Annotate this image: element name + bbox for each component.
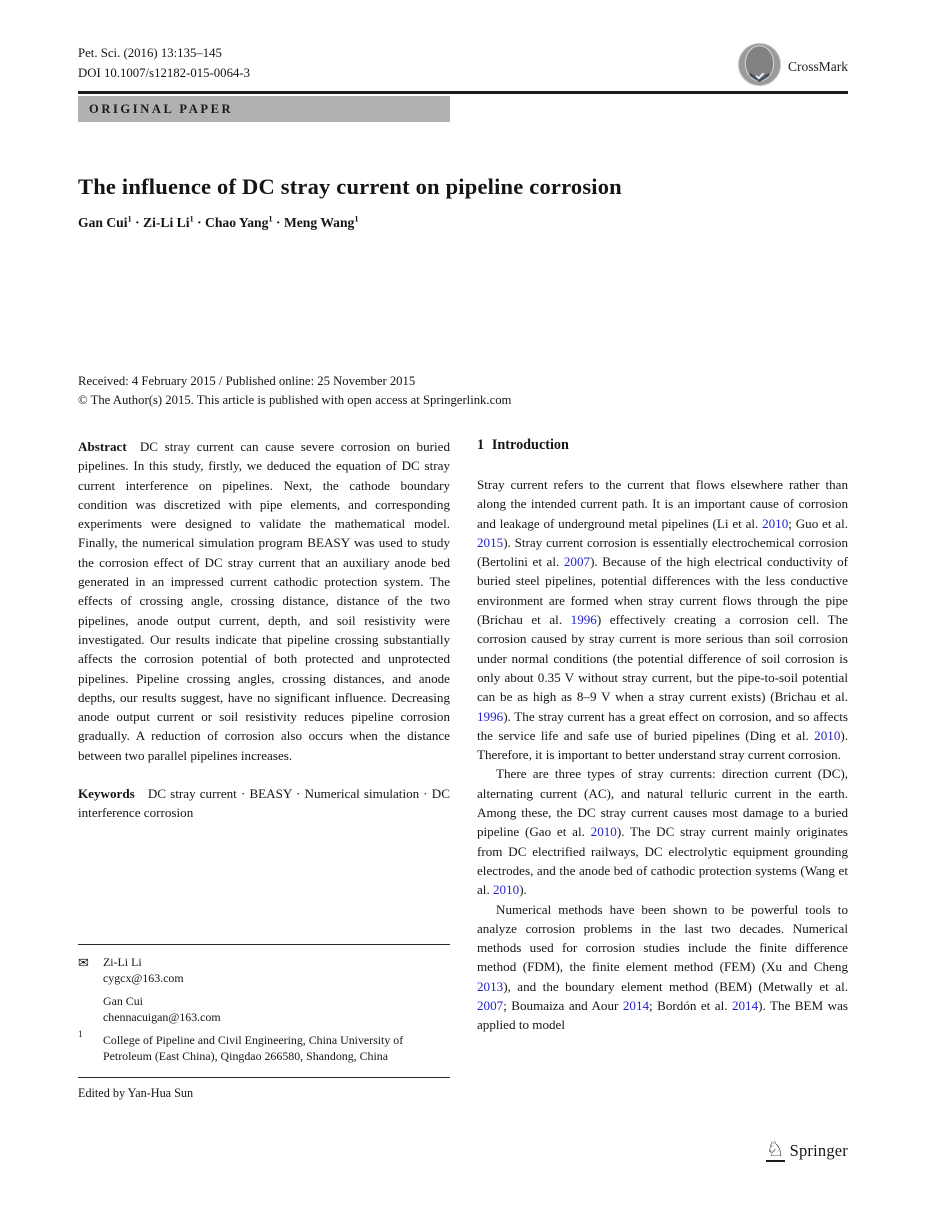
- keywords-paragraph: [78, 784, 450, 823]
- corresponding-author-info: [103, 955, 450, 986]
- citation-link[interactable]: 2015: [477, 534, 504, 550]
- corresponding-author: [78, 955, 450, 986]
- citation-link[interactable]: 2007: [563, 554, 591, 570]
- footnote-bottom-rule: [78, 1077, 450, 1078]
- crossmark-label: CrossMark: [788, 59, 848, 74]
- crossmark-icon: [737, 42, 782, 92]
- doi-text: DOI 10.1007/s12182-015-0064-3: [78, 66, 251, 80]
- affiliation-marker: 1: [78, 1029, 83, 1040]
- footnote-top-rule: [78, 944, 450, 945]
- author-affiliation-sup: 1: [354, 213, 359, 224]
- affiliation: [78, 1029, 450, 1064]
- journal-header: [78, 43, 250, 83]
- envelope-icon: ✉: [78, 955, 89, 970]
- footnote-block: [78, 944, 450, 1101]
- intro-paragraph-2: There are three types of stray currents: direction current (DC), alternating current (AC), and natural telluric current in the earth. Among these, the DC stray current causes most damage to a buried pipeline (Gao et al. 2010). The DC stray current mainly originates from DC electrified railways, DC electrolytic equipment grounding electrodes, and the anode bed of cathodic protection systems (Wang et al. 2010).: [477, 766, 848, 898]
- abstract-text: DC stray current can cause severe corrosion on buried pipelines. In this study, firstly, we deduced the equation of DC stray current interference on pipelines. Next, the cathode boundary condition was discretized with pipe elements, and corresponding experiments were designed to validate the mathematical model. Finally, the numerical simulation program BEASY was used to study the corrosion effect of DC stray current that an auxiliary anode bed generated in an impressed current cathodic protection system. The effects of crossing angle, crossing distance, distance of the two pipelines, anode output current, depth, and soil resistivity were investigated. Our results indicate that pipeline crossing substantially affects the corrosion potential of both protected and unprotected pipelines. Pipeline crossing angles, crossing distances, and anode depths, our results suggest, have no significant influence. Decreasing anode output current or soil resistivity reduces pipeline corrosion gradually. A reduction of corrosion also occurs when the distance between two parallel pipelines increases.: [78, 439, 450, 763]
- citation-link[interactable]: 1996: [477, 708, 504, 724]
- publication-history: [78, 372, 511, 409]
- author-affiliation-sup: 1: [127, 213, 132, 224]
- citation-link[interactable]: 2014: [622, 998, 650, 1014]
- citation-link[interactable]: 2010: [590, 824, 617, 840]
- crossmark-badge[interactable]: [737, 42, 848, 92]
- copyright-line: © The Author(s) 2015. This article is published with open access at Springerlink.com: [78, 392, 512, 407]
- received-line: Received: 4 February 2015 / Published online: 25 November 2015: [78, 374, 416, 388]
- springer-knight-icon: ♘: [765, 1137, 785, 1161]
- section-title: Introduction: [491, 437, 569, 453]
- springer-logo: [766, 1139, 848, 1162]
- keywords-text: DC stray current · BEASY · Numerical simulation · DC interference corrosion: [78, 786, 450, 821]
- second-author: [78, 994, 450, 1025]
- abstract-label: Abstract: [78, 439, 127, 454]
- citation-link[interactable]: 2007: [477, 998, 504, 1014]
- corresponding-name: Zi-Li Li: [103, 955, 142, 969]
- second-author-name: Gan Cui: [103, 994, 143, 1009]
- author-list: Gan Cui$^1$ · Zi-Li $Li^1$ · Chao Yang$^1$ · Meng Wang$^1$: [78, 213, 359, 230]
- second-author-gutter: [78, 994, 103, 1025]
- author-affiliation-sup: 1: [189, 213, 194, 224]
- abstract-paragraph: [78, 437, 450, 765]
- page-title: The influence of DC stray current on pipeline corrosion: [78, 174, 622, 200]
- affiliation-text: College of Pipeline and Civil Engineering, China University of Petroleum (East China), Qingdao 266580, Shandong, China: [103, 1033, 404, 1063]
- citation-link[interactable]: 2010: [762, 515, 789, 531]
- citation-link[interactable]: 2010: [493, 882, 520, 898]
- author-affiliation-sup: 1: [268, 213, 273, 224]
- citation-link[interactable]: 2013: [477, 978, 504, 994]
- edited-by-line: Edited by Yan-Hua Sun: [78, 1085, 194, 1100]
- affiliation-marker-gutter: [78, 1029, 103, 1064]
- citation-link[interactable]: 2010: [814, 727, 841, 743]
- intro-paragraph-1: Stray current refers to the current that flows elsewhere rather than along the intended current path. It is an important cause of corrosion and leakage of underground metal pipelines (Li et al. 2010; Guo et al. 2015). Stray current corrosion is essentially electrochemical corrosion (Bertolini et al. 2007). Because of the high electrical conductivity of buried steel pipelines, potential differences with the less conductive environment are formed when stray current flows through the pipe (Brichau et al. 1996) effectively creating a corrosion cell. The corrosion caused by stray current is more serious than soil corrosion under normal conditions (the potential difference of soil corrosion is only about 0.35 V without stray current, but the pipe-to-soil potential can be as high as 8–9 V when a stray current exists) (Brichau et al. 1996). The stray current has a great effect on corrosion, and so affects the service life and safe use of buried pipelines (Ding et al. 2010). Therefore, it is important to better understand stray current corrosion.: [477, 477, 849, 763]
- article-type-banner: [78, 96, 450, 122]
- header-rule: [78, 91, 848, 94]
- second-author-email[interactable]: chennacuigan@163.com: [103, 1009, 221, 1024]
- second-author-info: [103, 994, 450, 1025]
- right-column: [477, 437, 848, 1035]
- citation-link[interactable]: 2014: [731, 998, 759, 1014]
- citation-link[interactable]: 1996: [570, 612, 597, 628]
- article-type-label: ORIGINAL PAPER: [89, 101, 234, 116]
- journal-reference: Pet. Sci. (2016) 13:135–145: [78, 46, 222, 60]
- section-number: 1: [477, 437, 485, 453]
- keywords-label: Keywords: [78, 786, 135, 802]
- section-heading-introduction: [477, 437, 848, 454]
- corresponding-email[interactable]: cygcx@163.com: [103, 970, 184, 985]
- springer-label: Springer: [789, 1140, 848, 1160]
- left-column: [78, 437, 450, 823]
- intro-paragraph-3: Numerical methods have been shown to be powerful tools to analyze corrosion problems in the last two decades. Numerical methods used for corrosion studies include the finite difference method (FDM), the finite element method (FEM) (Xu and Cheng 2013), and the boundary element method (BEM) (Metwally et al. 2007; Boumaiza and Aour 2014; Bordón et al. 2014). The BEM was applied to model: [477, 901, 849, 1033]
